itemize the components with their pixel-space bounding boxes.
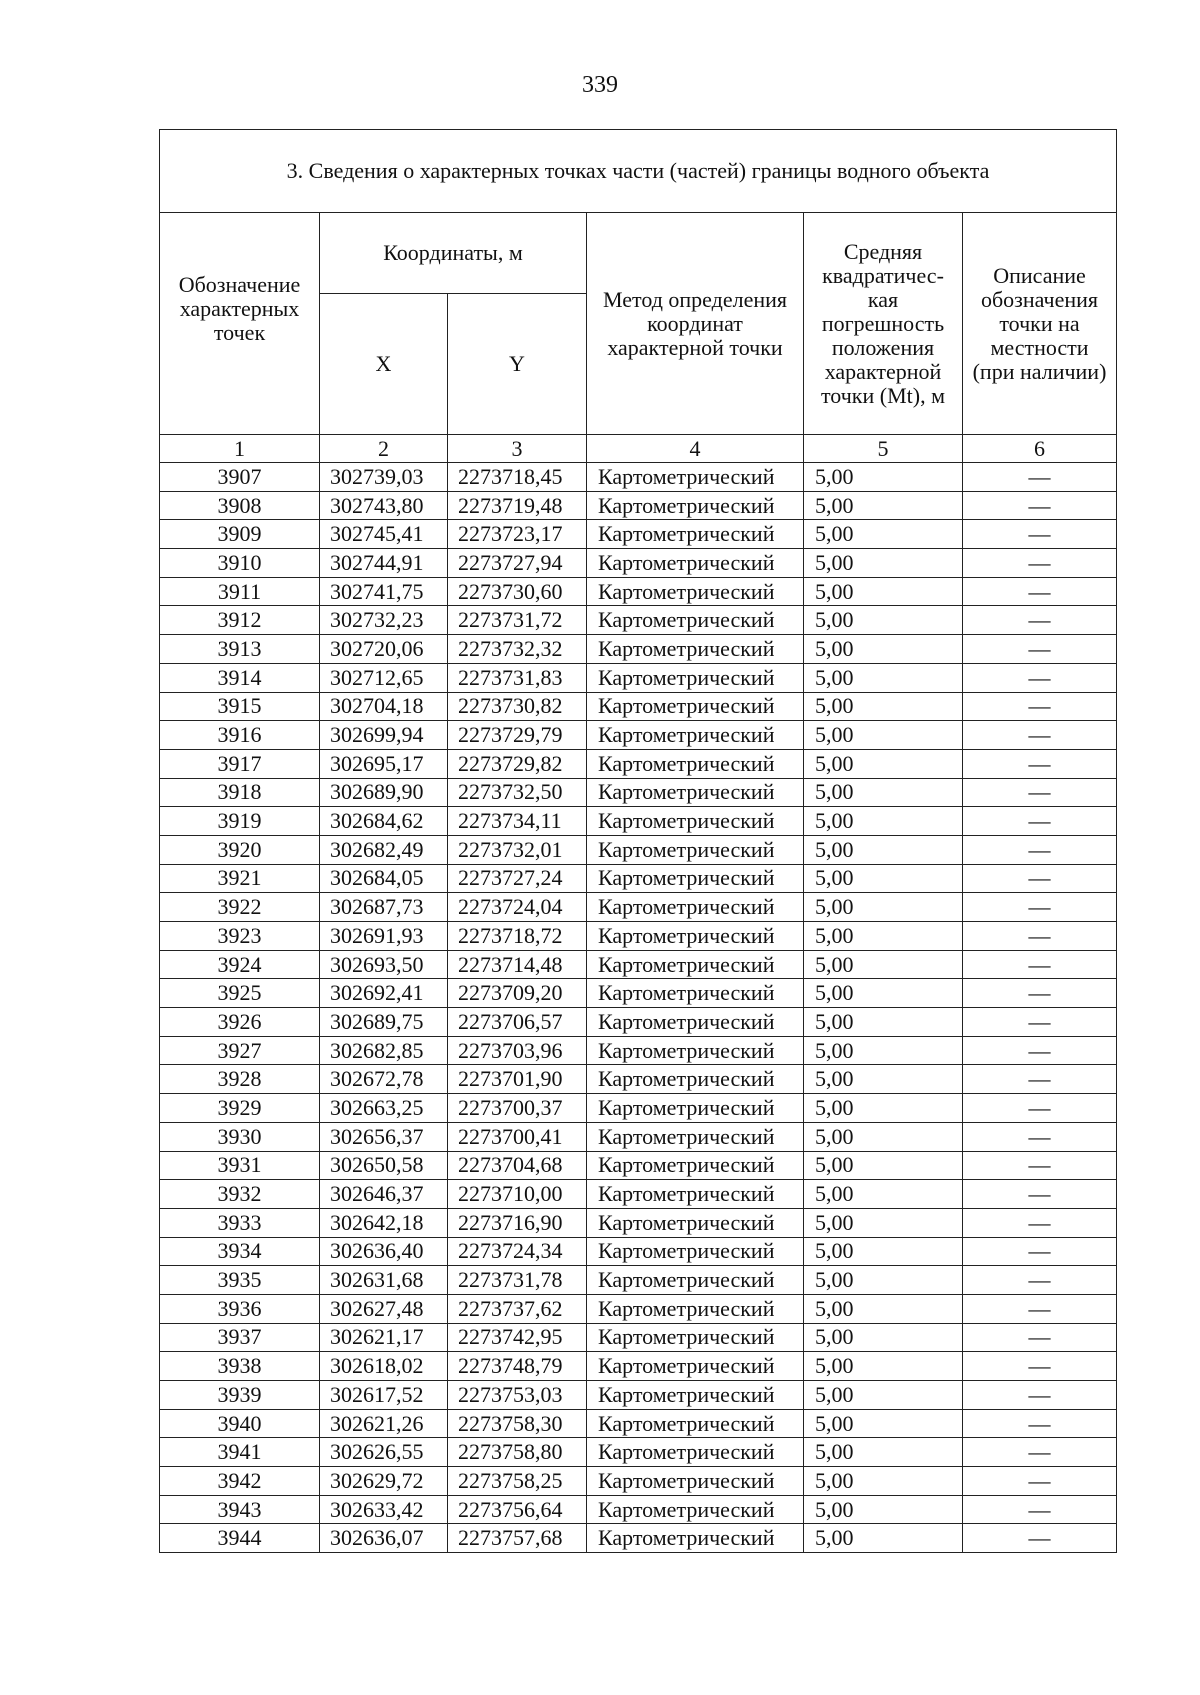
description-cell: —: [963, 520, 1117, 549]
table-row: [160, 1524, 1117, 1553]
header-y: Y: [448, 294, 587, 435]
point-id-cell: 3939: [160, 1381, 320, 1410]
error-cell: 5,00: [804, 1467, 963, 1496]
method-cell: Картометрический: [587, 1495, 804, 1524]
method-cell: Картометрический: [587, 1524, 804, 1553]
table-row: [160, 864, 1117, 893]
error-cell: 5,00: [804, 1323, 963, 1352]
point-id-cell: 3922: [160, 893, 320, 922]
coord-y-cell: 2273732,50: [448, 778, 587, 807]
coord-x-cell: 302621,26: [320, 1409, 448, 1438]
error-cell: 5,00: [804, 893, 963, 922]
page-number: 339: [582, 72, 618, 98]
coord-y-cell: 2273723,17: [448, 520, 587, 549]
header-coordinates: Координаты, м: [320, 213, 587, 294]
column-number-row: [160, 435, 1117, 463]
table-row: [160, 1208, 1117, 1237]
description-cell: —: [963, 1065, 1117, 1094]
table-row: [160, 1294, 1117, 1323]
header-method: Метод определения координат характерной точки: [587, 213, 804, 435]
error-cell: 5,00: [804, 692, 963, 721]
point-id-cell: 3915: [160, 692, 320, 721]
method-cell: Картометрический: [587, 549, 804, 578]
table-row: [160, 950, 1117, 979]
error-cell: 5,00: [804, 1094, 963, 1123]
table-row: [160, 692, 1117, 721]
error-cell: 5,00: [804, 721, 963, 750]
description-cell: —: [963, 491, 1117, 520]
point-id-cell: 3941: [160, 1438, 320, 1467]
coord-y-cell: 2273758,80: [448, 1438, 587, 1467]
method-cell: Картометрический: [587, 1266, 804, 1295]
error-cell: 5,00: [804, 520, 963, 549]
coord-x-cell: 302732,23: [320, 606, 448, 635]
coord-y-cell: 2273718,72: [448, 922, 587, 951]
column-number: 4: [587, 435, 804, 463]
description-cell: —: [963, 1266, 1117, 1295]
method-cell: Картометрический: [587, 577, 804, 606]
coord-y-cell: 2273701,90: [448, 1065, 587, 1094]
table-row: [160, 1094, 1117, 1123]
error-cell: 5,00: [804, 1438, 963, 1467]
description-cell: —: [963, 1237, 1117, 1266]
point-id-cell: 3910: [160, 549, 320, 578]
table-row: [160, 1266, 1117, 1295]
point-id-cell: 3942: [160, 1467, 320, 1496]
description-cell: —: [963, 1294, 1117, 1323]
table-row: [160, 1352, 1117, 1381]
method-cell: Картометрический: [587, 692, 804, 721]
point-id-cell: 3938: [160, 1352, 320, 1381]
description-cell: —: [963, 1381, 1117, 1410]
coord-y-cell: 2273730,82: [448, 692, 587, 721]
error-cell: 5,00: [804, 606, 963, 635]
description-cell: —: [963, 1122, 1117, 1151]
table-row: [160, 721, 1117, 750]
coord-y-cell: 2273714,48: [448, 950, 587, 979]
point-id-cell: 3919: [160, 807, 320, 836]
method-cell: Картометрический: [587, 864, 804, 893]
method-cell: Картометрический: [587, 1008, 804, 1037]
point-id-cell: 3925: [160, 979, 320, 1008]
coord-x-cell: 302621,17: [320, 1323, 448, 1352]
method-cell: Картометрический: [587, 1237, 804, 1266]
method-cell: Картометрический: [587, 1352, 804, 1381]
coord-y-cell: 2273704,68: [448, 1151, 587, 1180]
error-cell: 5,00: [804, 864, 963, 893]
description-cell: —: [963, 463, 1117, 492]
method-cell: Картометрический: [587, 491, 804, 520]
coord-y-cell: 2273724,34: [448, 1237, 587, 1266]
error-cell: 5,00: [804, 950, 963, 979]
point-id-cell: 3912: [160, 606, 320, 635]
coord-y-cell: 2273719,48: [448, 491, 587, 520]
description-cell: —: [963, 749, 1117, 778]
description-cell: —: [963, 893, 1117, 922]
method-cell: Картометрический: [587, 1151, 804, 1180]
coord-x-cell: 302712,65: [320, 663, 448, 692]
description-cell: —: [963, 577, 1117, 606]
point-id-cell: 3935: [160, 1266, 320, 1295]
coord-x-cell: 302617,52: [320, 1381, 448, 1410]
table-row: [160, 663, 1117, 692]
coord-y-cell: 2273700,41: [448, 1122, 587, 1151]
method-cell: Картометрический: [587, 520, 804, 549]
point-id-cell: 3943: [160, 1495, 320, 1524]
point-id-cell: 3927: [160, 1036, 320, 1065]
method-cell: Картометрический: [587, 1323, 804, 1352]
table-row: [160, 778, 1117, 807]
description-cell: —: [963, 922, 1117, 951]
method-cell: Картометрический: [587, 635, 804, 664]
coord-x-cell: 302642,18: [320, 1208, 448, 1237]
table-row: [160, 1409, 1117, 1438]
table-row: [160, 635, 1117, 664]
header-description: Описание обозначения точки на местности (при наличии): [963, 213, 1117, 435]
error-cell: 5,00: [804, 635, 963, 664]
point-id-cell: 3921: [160, 864, 320, 893]
coord-y-cell: 2273753,03: [448, 1381, 587, 1410]
point-id-cell: 3926: [160, 1008, 320, 1037]
point-id-cell: 3923: [160, 922, 320, 951]
error-cell: 5,00: [804, 1008, 963, 1037]
coord-x-cell: 302741,75: [320, 577, 448, 606]
coord-y-cell: 2273758,30: [448, 1409, 587, 1438]
table-row: [160, 1036, 1117, 1065]
method-cell: Картометрический: [587, 922, 804, 951]
description-cell: —: [963, 1495, 1117, 1524]
method-cell: Картометрический: [587, 807, 804, 836]
error-cell: 5,00: [804, 1237, 963, 1266]
description-cell: —: [963, 549, 1117, 578]
table-row: [160, 463, 1117, 492]
description-cell: —: [963, 1323, 1117, 1352]
point-id-cell: 3944: [160, 1524, 320, 1553]
table-row: [160, 577, 1117, 606]
table-row: [160, 1438, 1117, 1467]
point-id-cell: 3908: [160, 491, 320, 520]
table-row: [160, 491, 1117, 520]
point-id-cell: 3920: [160, 835, 320, 864]
header-designation: Обозначение характерных точек: [160, 213, 320, 435]
column-number: 5: [804, 435, 963, 463]
error-cell: 5,00: [804, 979, 963, 1008]
point-id-cell: 3909: [160, 520, 320, 549]
description-cell: —: [963, 635, 1117, 664]
method-cell: Картометрический: [587, 1409, 804, 1438]
method-cell: Картометрический: [587, 835, 804, 864]
point-id-cell: 3924: [160, 950, 320, 979]
coord-x-cell: 302650,58: [320, 1151, 448, 1180]
error-cell: 5,00: [804, 1495, 963, 1524]
coord-y-cell: 2273729,82: [448, 749, 587, 778]
method-cell: Картометрический: [587, 1180, 804, 1209]
table-row: [160, 835, 1117, 864]
coord-y-cell: 2273716,90: [448, 1208, 587, 1237]
coord-x-cell: 302684,62: [320, 807, 448, 836]
coord-y-cell: 2273700,37: [448, 1094, 587, 1123]
method-cell: Картометрический: [587, 1036, 804, 1065]
coord-x-cell: 302689,90: [320, 778, 448, 807]
coord-y-cell: 2273734,11: [448, 807, 587, 836]
error-cell: 5,00: [804, 1151, 963, 1180]
coord-x-cell: 302687,73: [320, 893, 448, 922]
coord-y-cell: 2273730,60: [448, 577, 587, 606]
table-row: [160, 1381, 1117, 1410]
point-id-cell: 3934: [160, 1237, 320, 1266]
point-id-cell: 3931: [160, 1151, 320, 1180]
method-cell: Картометрический: [587, 1467, 804, 1496]
coord-x-cell: 302693,50: [320, 950, 448, 979]
coord-x-cell: 302663,25: [320, 1094, 448, 1123]
table-row: [160, 520, 1117, 549]
table-row: [160, 893, 1117, 922]
coord-x-cell: 302636,40: [320, 1237, 448, 1266]
method-cell: Картометрический: [587, 463, 804, 492]
point-id-cell: 3930: [160, 1122, 320, 1151]
error-cell: 5,00: [804, 1036, 963, 1065]
coord-x-cell: 302689,75: [320, 1008, 448, 1037]
coord-x-cell: 302704,18: [320, 692, 448, 721]
boundary-points-table: [159, 129, 1117, 1553]
method-cell: Картометрический: [587, 950, 804, 979]
table-row: [160, 1180, 1117, 1209]
method-cell: Картометрический: [587, 893, 804, 922]
error-cell: 5,00: [804, 1266, 963, 1295]
coord-y-cell: 2273757,68: [448, 1524, 587, 1553]
table-row: [160, 1495, 1117, 1524]
coord-x-cell: 302699,94: [320, 721, 448, 750]
error-cell: 5,00: [804, 922, 963, 951]
method-cell: Картометрический: [587, 663, 804, 692]
coord-x-cell: 302720,06: [320, 635, 448, 664]
point-id-cell: 3936: [160, 1294, 320, 1323]
error-cell: 5,00: [804, 1180, 963, 1209]
table-row: [160, 979, 1117, 1008]
error-cell: 5,00: [804, 663, 963, 692]
error-cell: 5,00: [804, 807, 963, 836]
coord-y-cell: 2273732,32: [448, 635, 587, 664]
coord-y-cell: 2273748,79: [448, 1352, 587, 1381]
method-cell: Картометрический: [587, 1438, 804, 1467]
error-cell: 5,00: [804, 1352, 963, 1381]
error-cell: 5,00: [804, 577, 963, 606]
method-cell: Картометрический: [587, 1381, 804, 1410]
table-row: [160, 1065, 1117, 1094]
point-id-cell: 3907: [160, 463, 320, 492]
table-row: [160, 549, 1117, 578]
coord-x-cell: 302627,48: [320, 1294, 448, 1323]
coord-x-cell: 302656,37: [320, 1122, 448, 1151]
description-cell: —: [963, 1438, 1117, 1467]
error-cell: 5,00: [804, 835, 963, 864]
coord-y-cell: 2273724,04: [448, 893, 587, 922]
coord-y-cell: 2273729,79: [448, 721, 587, 750]
description-cell: —: [963, 663, 1117, 692]
coord-x-cell: 302636,07: [320, 1524, 448, 1553]
column-number: 1: [160, 435, 320, 463]
coord-x-cell: 302672,78: [320, 1065, 448, 1094]
error-cell: 5,00: [804, 1065, 963, 1094]
description-cell: —: [963, 864, 1117, 893]
error-cell: 5,00: [804, 491, 963, 520]
error-cell: 5,00: [804, 749, 963, 778]
coord-x-cell: 302631,68: [320, 1266, 448, 1295]
error-cell: 5,00: [804, 1409, 963, 1438]
table-row: [160, 922, 1117, 951]
coord-x-cell: 302682,85: [320, 1036, 448, 1065]
coord-y-cell: 2273709,20: [448, 979, 587, 1008]
coord-x-cell: 302682,49: [320, 835, 448, 864]
description-cell: —: [963, 778, 1117, 807]
error-cell: 5,00: [804, 1122, 963, 1151]
method-cell: Картометрический: [587, 1122, 804, 1151]
coord-y-cell: 2273758,25: [448, 1467, 587, 1496]
header-x: X: [320, 294, 448, 435]
coord-x-cell: 302692,41: [320, 979, 448, 1008]
method-cell: Картометрический: [587, 1294, 804, 1323]
point-id-cell: 3928: [160, 1065, 320, 1094]
point-id-cell: 3937: [160, 1323, 320, 1352]
description-cell: —: [963, 692, 1117, 721]
description-cell: —: [963, 1094, 1117, 1123]
description-cell: —: [963, 721, 1117, 750]
section-title: 3. Сведения о характерных точках части (частей) границы водного объекта: [160, 130, 1117, 213]
point-id-cell: 3929: [160, 1094, 320, 1123]
description-cell: —: [963, 1036, 1117, 1065]
table-row: [160, 807, 1117, 836]
description-cell: —: [963, 1008, 1117, 1037]
table-row: [160, 1467, 1117, 1496]
method-cell: Картометрический: [587, 1094, 804, 1123]
coord-x-cell: 302629,72: [320, 1467, 448, 1496]
point-id-cell: 3933: [160, 1208, 320, 1237]
coord-y-cell: 2273737,62: [448, 1294, 587, 1323]
table-row: [160, 1323, 1117, 1352]
method-cell: Картометрический: [587, 979, 804, 1008]
description-cell: —: [963, 979, 1117, 1008]
coord-x-cell: 302745,41: [320, 520, 448, 549]
coord-x-cell: 302739,03: [320, 463, 448, 492]
description-cell: —: [963, 1524, 1117, 1553]
description-cell: —: [963, 606, 1117, 635]
table-row: [160, 1237, 1117, 1266]
point-id-cell: 3918: [160, 778, 320, 807]
error-cell: 5,00: [804, 778, 963, 807]
method-cell: Картометрический: [587, 606, 804, 635]
coord-y-cell: 2273703,96: [448, 1036, 587, 1065]
coord-y-cell: 2273727,24: [448, 864, 587, 893]
header-error: Средняя квадратичес-кая погрешность положения характерной точки (Mt), м: [804, 213, 963, 435]
method-cell: Картометрический: [587, 1065, 804, 1094]
description-cell: —: [963, 1409, 1117, 1438]
coord-y-cell: 2273756,64: [448, 1495, 587, 1524]
coord-y-cell: 2273706,57: [448, 1008, 587, 1037]
method-cell: Картометрический: [587, 778, 804, 807]
description-cell: —: [963, 1352, 1117, 1381]
coord-y-cell: 2273731,72: [448, 606, 587, 635]
error-cell: 5,00: [804, 1208, 963, 1237]
table-row: [160, 606, 1117, 635]
table-row: [160, 1151, 1117, 1180]
method-cell: Картометрический: [587, 721, 804, 750]
column-number: 2: [320, 435, 448, 463]
coord-y-cell: 2273731,78: [448, 1266, 587, 1295]
description-cell: —: [963, 1180, 1117, 1209]
column-number: 6: [963, 435, 1117, 463]
description-cell: —: [963, 1208, 1117, 1237]
error-cell: 5,00: [804, 549, 963, 578]
error-cell: 5,00: [804, 463, 963, 492]
point-id-cell: 3914: [160, 663, 320, 692]
coord-x-cell: 302743,80: [320, 491, 448, 520]
point-id-cell: 3916: [160, 721, 320, 750]
coord-x-cell: 302695,17: [320, 749, 448, 778]
point-id-cell: 3932: [160, 1180, 320, 1209]
coord-y-cell: 2273731,83: [448, 663, 587, 692]
error-cell: 5,00: [804, 1381, 963, 1410]
coord-y-cell: 2273742,95: [448, 1323, 587, 1352]
description-cell: —: [963, 950, 1117, 979]
coord-y-cell: 2273718,45: [448, 463, 587, 492]
coord-y-cell: 2273732,01: [448, 835, 587, 864]
coord-x-cell: 302618,02: [320, 1352, 448, 1381]
table-row: [160, 1008, 1117, 1037]
coord-x-cell: 302626,55: [320, 1438, 448, 1467]
coord-y-cell: 2273727,94: [448, 549, 587, 578]
error-cell: 5,00: [804, 1294, 963, 1323]
coord-x-cell: 302646,37: [320, 1180, 448, 1209]
error-cell: 5,00: [804, 1524, 963, 1553]
coord-y-cell: 2273710,00: [448, 1180, 587, 1209]
table-row: [160, 1122, 1117, 1151]
point-id-cell: 3940: [160, 1409, 320, 1438]
coord-x-cell: 302691,93: [320, 922, 448, 951]
point-id-cell: 3913: [160, 635, 320, 664]
point-id-cell: 3911: [160, 577, 320, 606]
method-cell: Картометрический: [587, 1208, 804, 1237]
point-id-cell: 3917: [160, 749, 320, 778]
table-row: [160, 749, 1117, 778]
coord-x-cell: 302684,05: [320, 864, 448, 893]
method-cell: Картометрический: [587, 749, 804, 778]
column-number: 3: [448, 435, 587, 463]
description-cell: —: [963, 835, 1117, 864]
description-cell: —: [963, 807, 1117, 836]
coord-x-cell: 302744,91: [320, 549, 448, 578]
coord-x-cell: 302633,42: [320, 1495, 448, 1524]
description-cell: —: [963, 1467, 1117, 1496]
description-cell: —: [963, 1151, 1117, 1180]
